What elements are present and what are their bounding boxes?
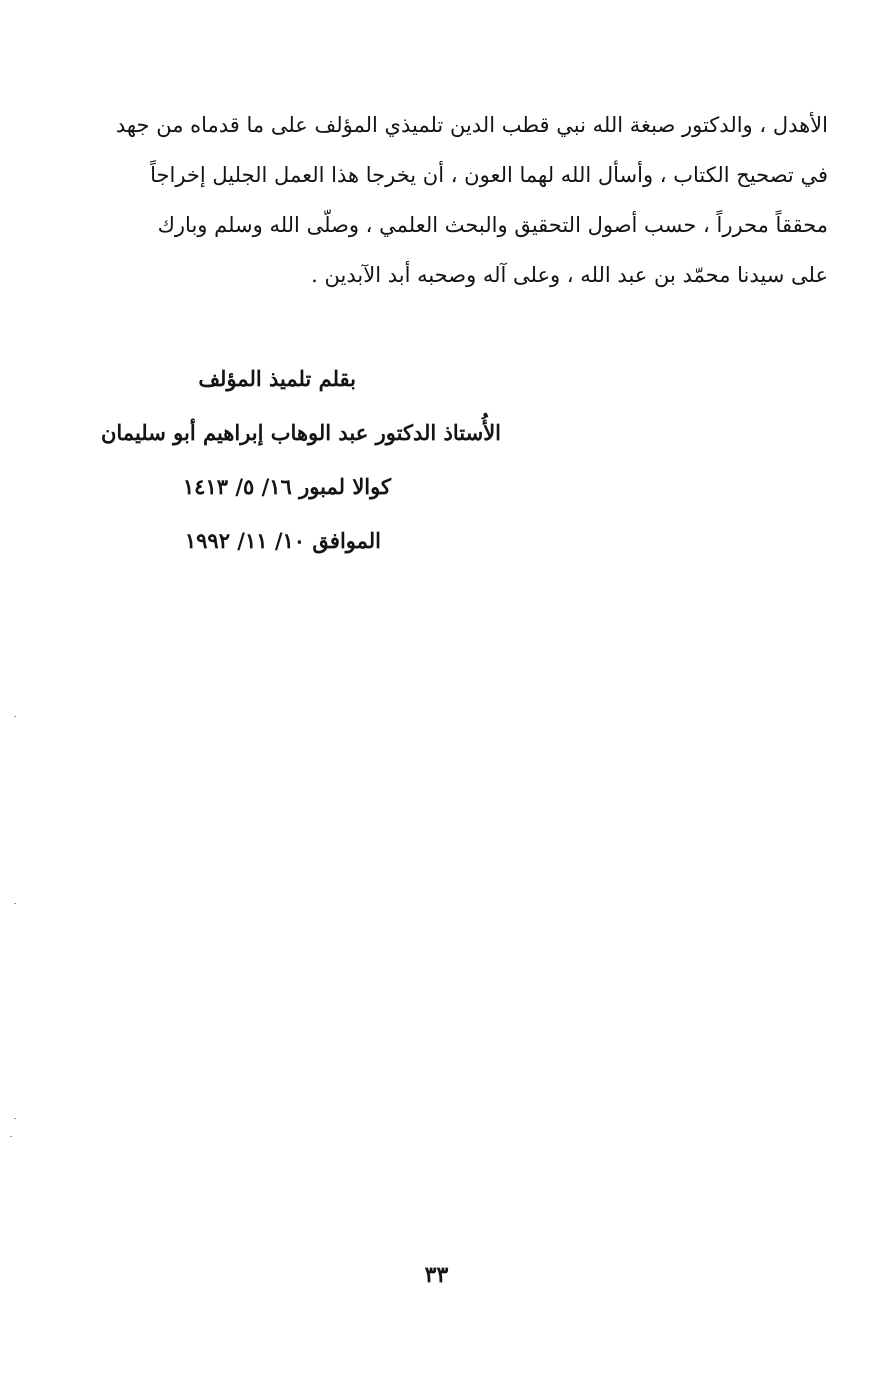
scan-speck [14, 903, 16, 904]
body-line: محققاً محرراً ، حسب أصول التحقيق والبحث العلمي ، وصلّى الله وسلم وبارك [157, 213, 828, 237]
scan-speck [10, 1136, 12, 1137]
signature-heading: بقلم تلميذ المؤلف [198, 366, 356, 391]
signature-place-hijri-date: كوالا لمبور ١٦/ ٥/ ١٤١٣ [182, 474, 391, 499]
body-line: على سيدنا محمّد بن عبد الله ، وعلى آله وصحبه أبد الآبدين . [311, 263, 828, 287]
page-number: ٣٣ [424, 1262, 449, 1288]
body-line: في تصحيح الكتاب ، وأسأل الله لهما العون ، أن يخرجا هذا العمل الجليل إخراجاً [150, 163, 828, 187]
signature-gregorian-date: الموافق ١٠/ ١١/ ١٩٩٢ [184, 528, 381, 553]
scan-speck [14, 716, 16, 717]
signature-author-name: الأُستاذ الدكتور عبد الوهاب إبراهيم أبو سليمان [100, 420, 501, 445]
body-line: الأهدل ، والدكتور صبغة الله نبي قطب الدين تلميذي المؤلف على ما قدماه من جهد [115, 113, 828, 137]
scan-speck [14, 1118, 16, 1119]
signature-block [61, 352, 501, 568]
body-paragraph [68, 100, 828, 300]
